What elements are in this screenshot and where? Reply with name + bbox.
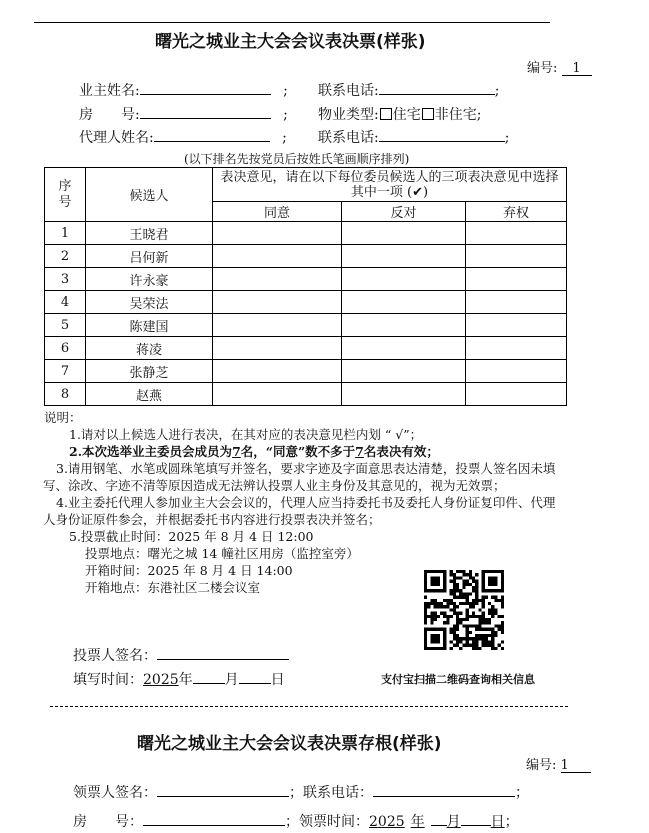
candidate-name: 蒋凌 [86, 337, 213, 360]
voter-sign-label: 投票人签名： [73, 648, 157, 664]
row-seq: 1 [45, 222, 86, 245]
col-abstain-header: 弃权 [466, 202, 567, 222]
phone-field[interactable] [379, 80, 495, 95]
candidate-name: 陈建国 [86, 314, 213, 337]
stub-phone-label: ；联系电话： [289, 785, 373, 801]
stub-serial: 编号: 1 [526, 754, 591, 773]
agree-cell[interactable] [213, 245, 342, 268]
phone-row: 联系电话: ; [318, 80, 499, 100]
row-seq: 7 [45, 360, 86, 383]
stub-month[interactable] [431, 811, 447, 826]
residential-checkbox[interactable] [380, 108, 392, 120]
row-seq: 5 [45, 314, 86, 337]
oppose-cell[interactable] [342, 314, 466, 337]
col-opinion-header: 表决意见，请在以下每位委员候选人的三项表决意见中选择其中一项 (✔) [213, 168, 567, 202]
row-seq: 3 [45, 268, 86, 291]
table-row [45, 360, 567, 383]
table-row [45, 337, 567, 360]
candidate-name: 吴荣法 [86, 291, 213, 314]
serial-number [527, 57, 592, 76]
stub-title: 曙光之城业主大会会议表决票存根(样张) [137, 734, 442, 754]
agree-cell[interactable] [213, 291, 342, 314]
top-rule [34, 22, 550, 23]
candidate-name: 许永豪 [86, 268, 213, 291]
agent-phone-label: 联系电话: [318, 130, 379, 146]
instructions [43, 409, 561, 596]
table-row [45, 314, 567, 337]
abstain-cell[interactable] [466, 360, 567, 383]
sort-note: (以下排名先按党员后按姓氏笔画顺序排列) [184, 152, 410, 166]
col-oppose-header: 反对 [342, 202, 466, 222]
fill-month[interactable] [193, 669, 225, 684]
abstain-cell[interactable] [466, 314, 567, 337]
fill-time-label: 填写时间： [73, 672, 143, 688]
agent-name-field[interactable] [154, 127, 270, 142]
note-1: 1.请对以上候选人进行表决，在其对应的表决意见栏内划 “ √”； [69, 427, 423, 442]
agree-cell[interactable] [213, 222, 342, 245]
qr-code[interactable] [424, 570, 504, 650]
owner-name-row: 业主姓名: ; [79, 80, 288, 100]
agree-cell[interactable] [213, 383, 342, 406]
stub-room-row: 房 号： ；领票时间：2025 年 月 日； [73, 811, 519, 831]
agent-phone-field[interactable] [379, 127, 505, 142]
oppose-cell[interactable] [342, 383, 466, 406]
owner-name-field[interactable] [140, 80, 271, 95]
stub-receiver-row: 领票人签名： ；联系电话： ； [73, 782, 529, 802]
row-seq: 6 [45, 337, 86, 360]
abstain-cell[interactable] [466, 222, 567, 245]
candidate-name: 张静芝 [86, 360, 213, 383]
note-5-open-time: 开箱时间：2025 年 8 月 4 日 14:00 [85, 563, 293, 578]
cut-line [50, 706, 568, 707]
fill-day[interactable] [239, 669, 271, 684]
note-2: 2.本次选举业主委员会成员为7名，“同意”数不多于7名表决有效； [69, 444, 439, 459]
abstain-cell[interactable] [466, 337, 567, 360]
abstain-cell[interactable] [466, 291, 567, 314]
non-residential-checkbox[interactable] [422, 108, 434, 120]
property-type-label: 物业类型: [318, 107, 379, 123]
stub-room-field[interactable] [143, 811, 285, 826]
candidate-name: 赵燕 [86, 383, 213, 406]
abstain-cell[interactable] [466, 268, 567, 291]
agree-cell[interactable] [213, 314, 342, 337]
row-seq: 2 [45, 245, 86, 268]
room-row: 房 号: ; [79, 104, 288, 124]
candidate-name: 王晓君 [86, 222, 213, 245]
owner-name-label: 业主姓名: [79, 83, 140, 99]
agree-cell[interactable] [213, 360, 342, 383]
row-seq: 8 [45, 383, 86, 406]
note-3: 3.请用钢笔、水笔或圆珠笔填写并签名，要求字迹及字面意思表达清楚，投票人签名因未填写、涂改、字迹不清等原因造成无法辨认投票人业主身份及其意见的，视为无效票； [43, 461, 556, 493]
property-type-row: 物业类型: 住宅 非住宅; [318, 107, 482, 123]
notes-header: 说明： [44, 410, 82, 425]
stub-phone-field[interactable] [373, 782, 515, 797]
note-5-place: 投票地点：曙光之城 14 幢社区用房（监控室旁） [85, 546, 359, 561]
agent-phone-row: 联系电话: ; [318, 127, 509, 147]
room-field[interactable] [140, 104, 271, 119]
oppose-cell[interactable] [342, 360, 466, 383]
vote-table [44, 167, 567, 406]
voter-sign-field[interactable] [157, 645, 289, 660]
phone-label: 联系电话: [318, 83, 379, 99]
agree-cell[interactable] [213, 268, 342, 291]
oppose-cell[interactable] [342, 337, 466, 360]
table-row [45, 383, 567, 406]
stub-day[interactable] [461, 811, 491, 826]
abstain-cell[interactable] [466, 383, 567, 406]
col-seq-header: 序号 [45, 168, 86, 222]
fill-time-row: 填写时间：2025年 月 日 [73, 669, 285, 689]
oppose-cell[interactable] [342, 245, 466, 268]
note-4: 4.业主委托代理人参加业主大会会议的，代理人应当持委托书及委托人身份证复印件、代理人身份证原件参会，并根据委托书内容进行投票表决并签名； [43, 495, 556, 527]
receiver-sign-label: 领票人签名： [73, 785, 157, 801]
receiver-sign-field[interactable] [157, 782, 289, 797]
note-5-open-place: 开箱地点：东港社区二楼会议室 [85, 580, 261, 595]
agent-name-label: 代理人姓名: [79, 130, 154, 146]
serial-value[interactable]: 1 [562, 61, 592, 76]
col-agree-header: 同意 [213, 202, 342, 222]
table-row [45, 291, 567, 314]
row-seq: 4 [45, 291, 86, 314]
agree-cell[interactable] [213, 337, 342, 360]
oppose-cell[interactable] [342, 222, 466, 245]
voter-sign-row [73, 645, 289, 665]
stub-serial-value[interactable]: 1 [561, 758, 591, 773]
agent-name-row: 代理人姓名: ; [79, 127, 287, 147]
oppose-cell[interactable] [342, 291, 466, 314]
ballot-title: 曙光之城业主大会会议表决票(样张) [155, 32, 426, 52]
table-row [45, 268, 567, 291]
table-row [45, 222, 567, 245]
candidate-name: 吕何新 [86, 245, 213, 268]
room-label: 房 号: [79, 107, 140, 123]
qr-caption: 支付宝扫描二维码查询相关信息 [381, 673, 535, 686]
receive-time-label: ；领票时间： [285, 814, 369, 830]
note-5-deadline: 5.投票截止时间：2025 年 8 月 4 日 12:00 [69, 529, 314, 544]
col-candidate-header: 候选人 [86, 168, 213, 222]
stub-room-label: 房 号： [73, 814, 143, 830]
fill-year[interactable]: 2025 [143, 672, 179, 688]
abstain-cell[interactable] [466, 245, 567, 268]
table-row [45, 245, 567, 268]
oppose-cell[interactable] [342, 268, 466, 291]
serial-label: 编号: [527, 61, 558, 76]
